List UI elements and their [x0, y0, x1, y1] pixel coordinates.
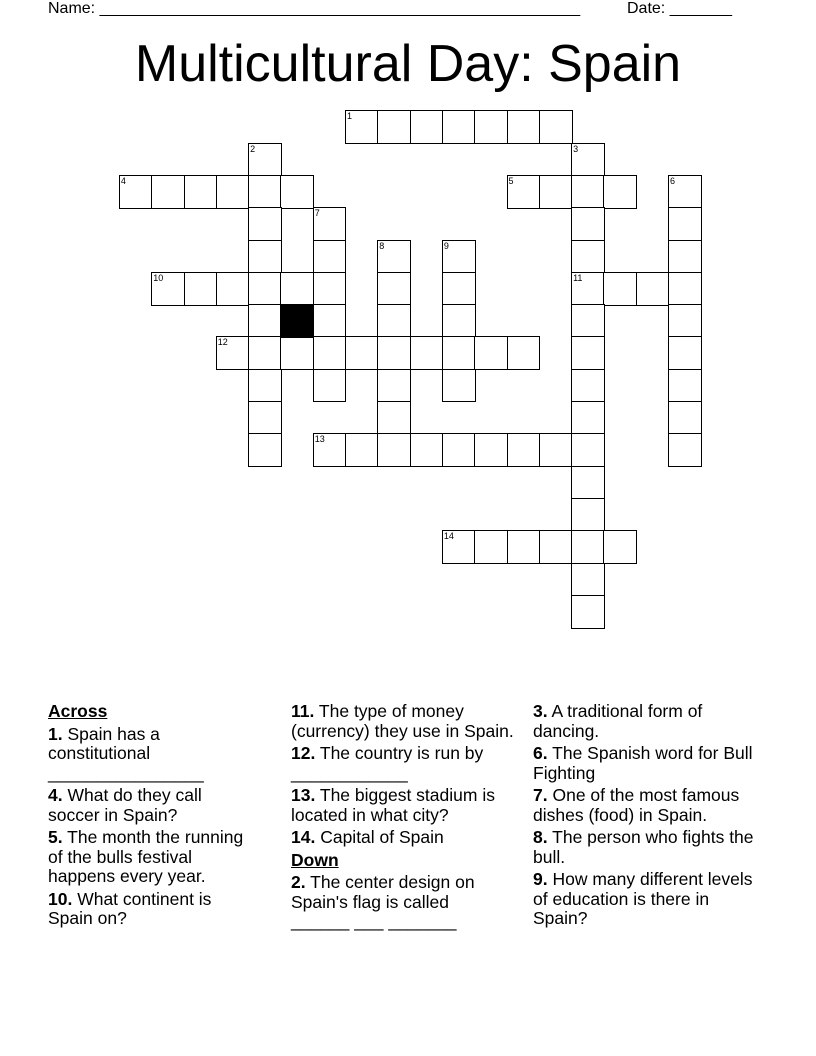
- grid-cell[interactable]: [313, 369, 347, 403]
- grid-cell[interactable]: [377, 433, 411, 467]
- clue-across-10: [48, 890, 253, 929]
- clue-number-label: 10: [153, 272, 164, 283]
- clue-number: 7.: [533, 785, 548, 805]
- grid-cell[interactable]: [571, 240, 605, 274]
- grid-cell[interactable]: [668, 272, 702, 306]
- grid-cell[interactable]: [442, 272, 476, 306]
- grid-cell[interactable]: [442, 433, 476, 467]
- grid-cell[interactable]: [313, 304, 347, 338]
- clue-text: How many different levels of education is there in Spain?: [533, 869, 753, 928]
- grid-cell[interactable]: [571, 336, 605, 370]
- clue-blank: ____________: [291, 762, 408, 783]
- grid-cell[interactable]: [377, 336, 411, 370]
- grid-cell[interactable]: [571, 466, 605, 500]
- clue-across-4: [48, 786, 253, 825]
- grid-cell[interactable]: [248, 143, 282, 177]
- grid-cell[interactable]: [571, 498, 605, 532]
- grid-cell[interactable]: [507, 175, 541, 209]
- grid-cell[interactable]: [280, 175, 314, 209]
- grid-cell[interactable]: [216, 336, 250, 370]
- down-heading: Down: [291, 849, 339, 870]
- grid-cell[interactable]: [313, 336, 347, 370]
- grid-cell[interactable]: [668, 240, 702, 274]
- clue-number: 5.: [48, 827, 63, 847]
- grid-cell[interactable]: [151, 272, 185, 306]
- clue-number-label: 3: [573, 143, 579, 154]
- clues-column-3: [533, 702, 758, 932]
- clue-number-label: 8: [379, 240, 385, 251]
- grid-cell[interactable]: [539, 175, 573, 209]
- grid-cell[interactable]: [280, 336, 314, 370]
- grid-cell[interactable]: [539, 530, 573, 564]
- grid-cell[interactable]: [507, 433, 541, 467]
- grid-cell[interactable]: [474, 336, 508, 370]
- grid-cell[interactable]: [539, 433, 573, 467]
- grid-cell[interactable]: [248, 272, 282, 306]
- clue-number: 3.: [533, 701, 548, 721]
- clue-text: Spain has a constitutional: [48, 723, 160, 763]
- clue-text: What continent is Spain on?: [48, 888, 212, 928]
- grid-black-cell: [280, 304, 314, 338]
- clues-column-2: [291, 702, 516, 935]
- page-title: Multicultural Day: Spain: [134, 35, 682, 93]
- grid-cell[interactable]: [571, 143, 605, 177]
- clue-number-label: 13: [314, 434, 325, 445]
- grid-cell[interactable]: [313, 240, 347, 274]
- grid-cell[interactable]: [571, 530, 605, 564]
- clue-across-5: [48, 828, 253, 887]
- grid-cell[interactable]: [571, 563, 605, 597]
- grid-cell[interactable]: [668, 304, 702, 338]
- clue-number-label: 6: [670, 175, 676, 186]
- clue-number-label: 14: [443, 531, 454, 542]
- grid-cell[interactable]: [668, 401, 702, 435]
- clue-number: 10.: [48, 888, 73, 909]
- grid-cell[interactable]: [603, 272, 637, 306]
- grid-cell[interactable]: [345, 336, 379, 370]
- grid-cell[interactable]: [636, 272, 670, 306]
- grid-cell[interactable]: [571, 433, 605, 467]
- grid-cell[interactable]: [442, 369, 476, 403]
- clue-across-1: [48, 725, 253, 784]
- grid-cell[interactable]: [313, 207, 347, 241]
- clue-number: 2.: [291, 872, 306, 892]
- grid-cell[interactable]: [410, 336, 444, 370]
- name-field-label[interactable]: Name: ______________________________________________________: [48, 0, 581, 17]
- grid-cell[interactable]: [571, 595, 605, 629]
- clue-number: 4.: [48, 785, 63, 805]
- clue-down-8: [533, 828, 758, 867]
- grid-cell[interactable]: [313, 433, 347, 467]
- clue-text: The Spanish word for Bull Fighting: [533, 743, 753, 783]
- grid-cell[interactable]: [603, 530, 637, 564]
- clue-text: The type of money (currency) they use in Spain.: [291, 701, 514, 741]
- grid-cell[interactable]: [474, 433, 508, 467]
- clue-number-label: 2: [250, 143, 256, 154]
- grid-cell[interactable]: [377, 272, 411, 306]
- clue-number: 11.: [291, 701, 315, 721]
- clue-text: The country is run by: [319, 743, 484, 763]
- grid-cell[interactable]: [377, 401, 411, 435]
- grid-cell[interactable]: [571, 272, 605, 306]
- grid-cell[interactable]: [571, 175, 605, 209]
- clue-number: 6.: [533, 743, 548, 763]
- clue-number-label: 7: [314, 208, 320, 219]
- clue-number-label: 1: [347, 111, 353, 122]
- grid-cell[interactable]: [248, 240, 282, 274]
- clue-down-6: [533, 744, 758, 783]
- clue-down-2: [291, 873, 516, 932]
- clue-number-label: 5: [508, 175, 514, 186]
- grid-cell[interactable]: [410, 433, 444, 467]
- clue-down-7: [533, 786, 758, 825]
- grid-cell[interactable]: [280, 272, 314, 306]
- clue-down-3: [533, 702, 758, 741]
- grid-cell[interactable]: [377, 304, 411, 338]
- clue-number: 9.: [533, 869, 548, 889]
- grid-cell[interactable]: [216, 272, 250, 306]
- grid-cell[interactable]: [539, 110, 573, 144]
- grid-cell[interactable]: [442, 304, 476, 338]
- grid-cell[interactable]: [507, 530, 541, 564]
- clue-text: A traditional form of dancing.: [533, 701, 703, 741]
- grid-cell[interactable]: [668, 175, 702, 209]
- clue-across-14: [291, 828, 516, 848]
- clue-blank: ________________: [48, 762, 204, 783]
- grid-cell[interactable]: [248, 304, 282, 338]
- clue-text: Capital of Spain: [320, 827, 444, 847]
- grid-cell[interactable]: [410, 110, 444, 144]
- clue-number: 14.: [291, 827, 316, 847]
- clue-down-9: [533, 870, 758, 929]
- clue-text: The center design on Spain's flag is called: [291, 872, 475, 912]
- clue-number-label: 11: [573, 272, 583, 283]
- clue-number: 8.: [533, 827, 548, 847]
- grid-cell[interactable]: [442, 240, 476, 274]
- grid-cell[interactable]: [313, 272, 347, 306]
- grid-cell[interactable]: [571, 207, 605, 241]
- clue-number-label: 4: [120, 175, 126, 186]
- grid-cell[interactable]: [345, 110, 379, 144]
- grid-cell[interactable]: [668, 369, 702, 403]
- date-field-label[interactable]: Date: _______: [627, 0, 732, 17]
- grid-cell[interactable]: [474, 530, 508, 564]
- grid-cell[interactable]: [377, 110, 411, 144]
- clue-number-label: 9: [443, 240, 449, 251]
- grid-cell[interactable]: [377, 240, 411, 274]
- grid-cell[interactable]: [248, 369, 282, 403]
- grid-cell[interactable]: [216, 175, 250, 209]
- grid-cell[interactable]: [184, 175, 218, 209]
- across-heading: Across: [48, 701, 108, 721]
- grid-cell[interactable]: [571, 369, 605, 403]
- grid-cell[interactable]: [571, 401, 605, 435]
- clue-text: What do they call soccer in Spain?: [48, 785, 202, 825]
- grid-cell[interactable]: [668, 433, 702, 467]
- grid-cell[interactable]: [248, 433, 282, 467]
- grid-cell[interactable]: [119, 175, 153, 209]
- grid-cell[interactable]: [474, 110, 508, 144]
- clues-column-1: [48, 702, 253, 932]
- grid-cell[interactable]: [668, 336, 702, 370]
- grid-cell[interactable]: [442, 336, 476, 370]
- grid-cell[interactable]: [507, 110, 541, 144]
- clue-text: One of the most famous dishes (food) in Spain.: [533, 785, 740, 825]
- grid-cell[interactable]: [248, 207, 282, 241]
- grid-cell[interactable]: [151, 175, 185, 209]
- clue-blank: ______ ___ _______: [291, 911, 457, 931]
- clue-text: The person who fights the bull.: [533, 827, 754, 867]
- grid-cell[interactable]: [248, 175, 282, 209]
- grid-cell[interactable]: [184, 272, 218, 306]
- clue-across-13: [291, 786, 516, 825]
- grid-cell[interactable]: [603, 175, 637, 209]
- grid-cell[interactable]: [442, 530, 476, 564]
- clue-across-12: [291, 744, 516, 783]
- clue-number-label: 12: [217, 337, 228, 348]
- clue-across-11: [291, 702, 516, 741]
- clue-number: 12.: [291, 743, 316, 763]
- grid-cell[interactable]: [507, 336, 541, 370]
- grid-cell[interactable]: [571, 304, 605, 338]
- grid-cell[interactable]: [442, 110, 476, 144]
- grid-cell[interactable]: [377, 369, 411, 403]
- clue-text: The month the running of the bulls festival happens every year.: [48, 827, 244, 886]
- clue-text: The biggest stadium is located in what city?: [291, 785, 495, 825]
- clue-number: 1.: [48, 723, 63, 744]
- grid-cell[interactable]: [248, 336, 282, 370]
- grid-cell[interactable]: [668, 207, 702, 241]
- grid-cell[interactable]: [345, 433, 379, 467]
- grid-cell[interactable]: [248, 401, 282, 435]
- clue-number: 13.: [291, 785, 316, 805]
